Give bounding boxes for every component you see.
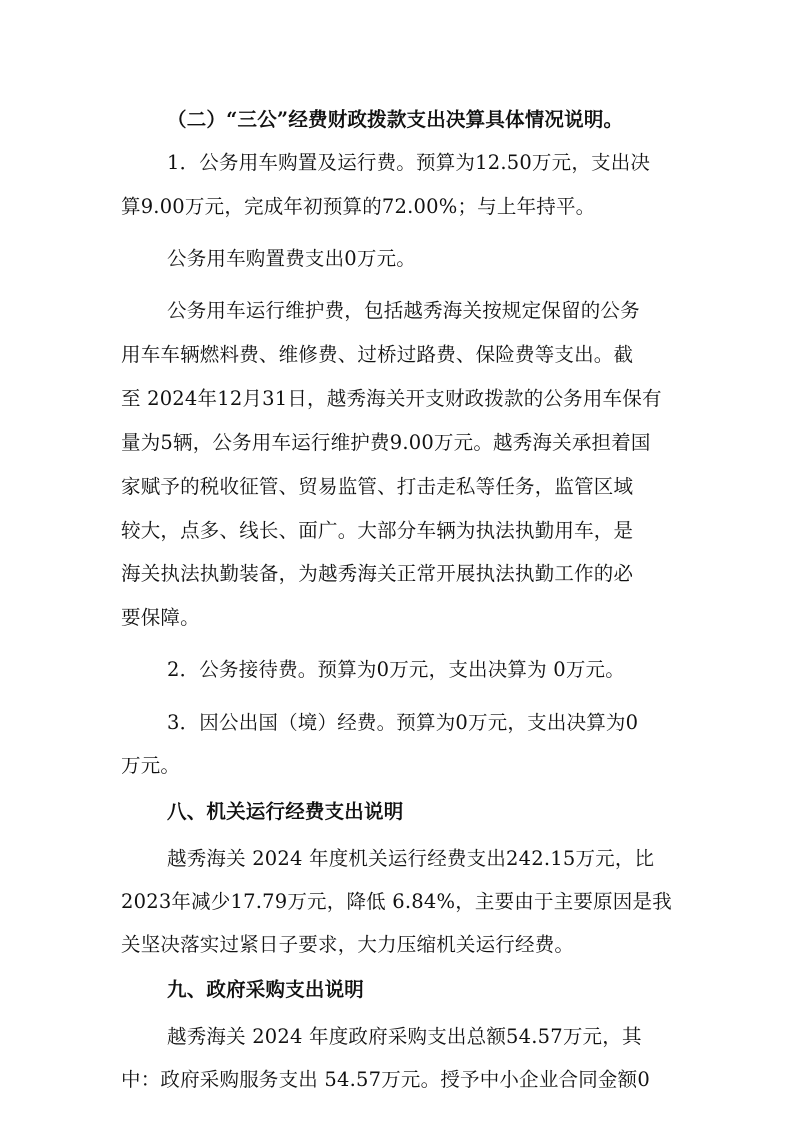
- paragraph-line: 公务用车购置费支出0万元。: [167, 247, 417, 270]
- paragraph-line: 万元。: [121, 754, 181, 777]
- paragraph-line: 1．公务用车购置及运行费。预算为12.50万元，支出决: [167, 151, 651, 174]
- paragraph-line: 较大，点多、线长、面广。大部分车辆为执法执勤用车，是: [121, 519, 634, 542]
- paragraph-line: 海关执法执勤装备，为越秀海关正常开展执法执勤工作的必: [121, 562, 634, 585]
- paragraph-line: 用车车辆燃料费、维修费、过桥过路费、保险费等支出。截: [121, 343, 634, 366]
- paragraph-line: 量为5辆，公务用车运行维护费9.00万元。越秀海关承担着国: [121, 431, 651, 454]
- section-heading-three-public-expenses: （二）“三公”经费财政拨款支出决算具体情况说明。: [167, 108, 624, 131]
- paragraph-line: 至 2024年12月31日，越秀海关开支财政拨款的公务用车保有: [121, 387, 662, 410]
- paragraph-line: 越秀海关 2024 年度机关运行经费支出242.15万元，比: [167, 847, 655, 870]
- paragraph-line: 算9.00万元，完成年初预算的72.00%；与上年持平。: [121, 195, 596, 218]
- paragraph-line: 公务用车运行维护费，包括越秀海关按规定保留的公务: [167, 299, 640, 322]
- paragraph-line: 关坚决落实过紧日子要求，大力压缩机关运行经费。: [121, 933, 575, 956]
- paragraph-line: 2023年减少17.79万元，降低 6.84%，主要由于主要原因是我: [121, 890, 672, 913]
- section-heading-operating-expenses: 八、机关运行经费支出说明: [167, 800, 404, 823]
- paragraph-line: 家赋予的税收征管、贸易监管、打击走私等任务，监管区域: [121, 475, 634, 498]
- paragraph-line: 3．因公出国（境）经费。预算为0万元，支出决算为0: [167, 711, 639, 734]
- paragraph-line: 要保障。: [121, 606, 200, 629]
- section-heading-government-procurement: 九、政府采购支出说明: [167, 978, 365, 1001]
- paragraph-line: 中：政府采购服务支出 54.57万元。授予中小企业合同金额0: [121, 1068, 650, 1091]
- paragraph-line: 越秀海关 2024 年度政府采购支出总额54.57万元，其: [167, 1025, 642, 1048]
- paragraph-line: 2．公务接待费。预算为0万元，支出决算为 0万元。: [167, 658, 625, 681]
